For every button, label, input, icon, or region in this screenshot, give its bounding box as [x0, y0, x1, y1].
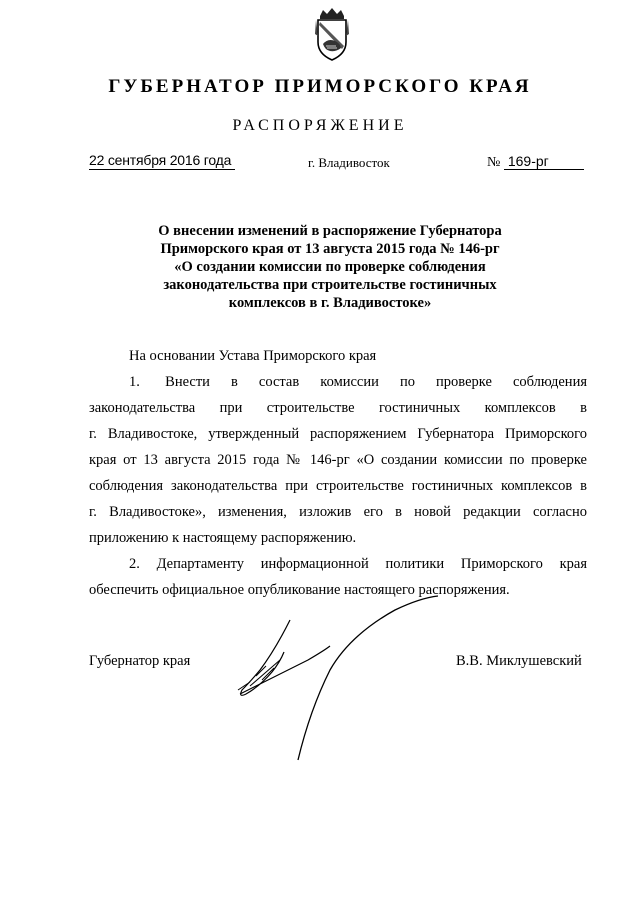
subject-line: О внесении изменений в распоряжение Губернатора	[158, 223, 502, 239]
item1-line: 1. Внести в состав комиссии по проверке соблюдения	[129, 374, 587, 390]
item2-line: обеспечить официальное опубликование настоящего распоряжения.	[89, 582, 510, 598]
signer-position: Губернатор края	[89, 653, 191, 669]
item1-line: края от 13 августа 2015 года № 146-рг «О создании комиссии по проверке	[89, 452, 587, 468]
subject-line: «О создании комиссии по проверке соблюдения	[174, 259, 486, 275]
document-city: г. Владивосток	[308, 155, 390, 170]
number-sign: №	[487, 155, 501, 170]
document-subject	[100, 222, 560, 312]
subject-line: законодательства при строительстве гостиничных	[163, 277, 497, 293]
item1-line: г. Владивостоке, утвержденный распоряжением Губернатора Приморского	[89, 426, 587, 442]
number-value: 169-рг	[504, 153, 584, 170]
item1-line: законодательства при строительстве гостиничных комплексов в	[89, 400, 587, 416]
item1-line: приложению к настоящему распоряжению.	[89, 530, 357, 546]
document-body	[89, 343, 587, 603]
item1-line: г. Владивостоке», изменения, изложив его в новой редакции согласно	[89, 504, 587, 520]
subject-line: Приморского края от 13 августа 2015 года № 146-рг	[160, 241, 500, 257]
document-date: 22 сентября 2016 года	[89, 152, 235, 170]
coat-of-arms-emblem	[306, 6, 358, 62]
basis-paragraph: На основании Устава Приморского края	[129, 348, 377, 364]
item1-line: соблюдения законодательства при строительстве гостиничных комплексов в	[89, 478, 587, 494]
item2-line: 2. Департаменту информационной политики Приморского края	[129, 556, 587, 572]
subject-line: комплексов в г. Владивостоке»	[228, 295, 432, 311]
governor-title: ГУБЕРНАТОР ПРИМОРСКОГО КРАЯ	[108, 76, 532, 97]
handwritten-signature	[180, 590, 460, 770]
document-type: РАСПОРЯЖЕНИЕ	[232, 117, 408, 134]
signer-name: В.В. Миклушевский	[456, 653, 582, 669]
document-number	[487, 153, 584, 171]
